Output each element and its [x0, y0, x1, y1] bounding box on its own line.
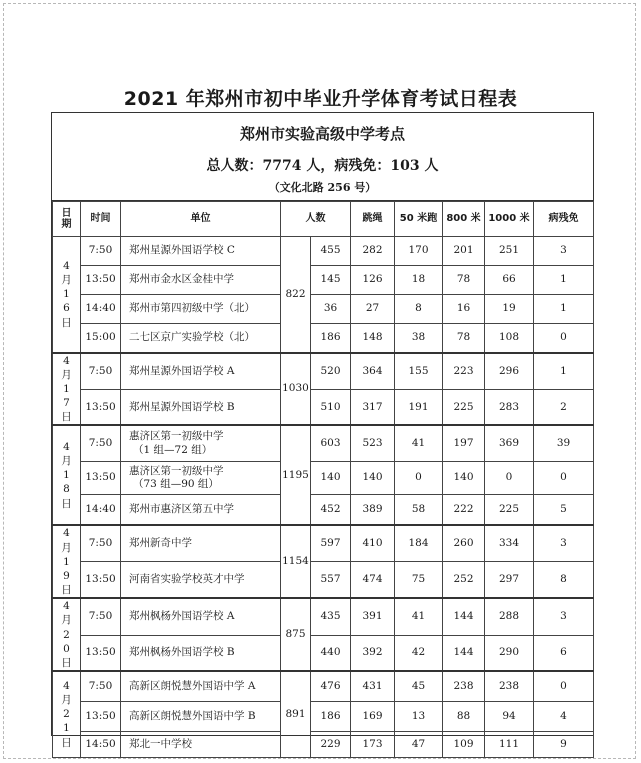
day-date-text: 4月21日: [61, 679, 72, 749]
row-unit-name: 惠济区第一初级中学: [129, 464, 224, 477]
row-count: 510: [311, 389, 351, 425]
row-time: 7:50: [81, 598, 121, 635]
row-time: 7:50: [81, 425, 121, 461]
row-unit: [121, 237, 281, 266]
header-date: [53, 202, 81, 237]
row-exempt: 39: [534, 425, 594, 461]
row-run800: 223: [443, 353, 485, 390]
row-unit: [121, 701, 281, 731]
row-unit-name: 二七区京广实验学校（北）: [129, 331, 255, 344]
day-date: [53, 425, 81, 525]
row-unit: [121, 295, 281, 324]
header-count: 人数: [281, 202, 351, 237]
row-count: 229: [311, 731, 351, 757]
day-total: 822: [281, 237, 311, 353]
venue-name: 郑州市实验高级中学考点: [239, 125, 405, 143]
row-run800: 225: [443, 389, 485, 425]
table-row: [53, 266, 594, 295]
row-run800: 144: [443, 635, 485, 671]
header-unit: 单位: [121, 202, 281, 237]
day-total: 1195: [281, 425, 311, 525]
table-row: [53, 461, 594, 494]
row-run800: 109: [443, 731, 485, 757]
day-date-text: 4月17日: [61, 354, 72, 424]
schedule-body: [53, 237, 594, 758]
row-unit-name: 郑州星源外国语学校 B: [129, 400, 235, 413]
row-jump: 474: [351, 562, 395, 598]
row-exempt: 0: [534, 461, 594, 494]
venue-total: 总人数：7774 人，病残免：103 人: [206, 158, 439, 174]
row-time: 13:50: [81, 562, 121, 598]
row-run1000: 94: [485, 701, 534, 731]
row-run1000: 225: [485, 494, 534, 525]
row-count: 140: [311, 461, 351, 494]
row-jump: 317: [351, 389, 395, 425]
row-run50: 75: [395, 562, 443, 598]
row-run800: 88: [443, 701, 485, 731]
row-exempt: 8: [534, 562, 594, 598]
row-run800: 144: [443, 598, 485, 635]
table-row: [53, 525, 594, 561]
table-row: [53, 562, 594, 598]
row-unit-groups: （1 组—72 组）: [133, 443, 213, 456]
row-run50: 155: [395, 353, 443, 390]
row-run800: 197: [443, 425, 485, 461]
row-time: 13:50: [81, 635, 121, 671]
row-run50: 18: [395, 266, 443, 295]
row-count: 36: [311, 295, 351, 324]
row-count: 557: [311, 562, 351, 598]
header-run800: 800 米: [443, 202, 485, 237]
row-unit-name: 郑北一中学校: [129, 737, 192, 750]
row-time: 14:50: [81, 731, 121, 757]
row-exempt: 1: [534, 266, 594, 295]
row-count: 603: [311, 425, 351, 461]
row-run50: 41: [395, 598, 443, 635]
row-exempt: 1: [534, 353, 594, 390]
row-count: 435: [311, 598, 351, 635]
row-unit: [121, 671, 281, 701]
table-row: [53, 237, 594, 266]
row-time: 15:00: [81, 324, 121, 353]
row-unit-name: 郑州星源外国语学校 A: [129, 364, 235, 377]
day-total: 875: [281, 598, 311, 671]
row-run800: 252: [443, 562, 485, 598]
row-unit: [121, 731, 281, 757]
row-count: 476: [311, 671, 351, 701]
row-jump: 282: [351, 237, 395, 266]
header-jump: 跳绳: [351, 202, 395, 237]
table-row: [53, 295, 594, 324]
row-jump: 364: [351, 353, 395, 390]
row-run800: 201: [443, 237, 485, 266]
table-row: [53, 353, 594, 390]
day-date: [53, 237, 81, 353]
row-run1000: 297: [485, 562, 534, 598]
day-date: [53, 353, 81, 426]
header-row: [53, 202, 594, 237]
row-time: 14:40: [81, 494, 121, 525]
table-row: [53, 701, 594, 731]
row-exempt: 6: [534, 635, 594, 671]
table-row: [53, 671, 594, 701]
day-total: 1154: [281, 525, 311, 598]
row-exempt: 0: [534, 324, 594, 353]
table-row: [53, 389, 594, 425]
day-date-text: 4月20日: [61, 600, 72, 669]
row-count: 520: [311, 353, 351, 390]
row-run1000: 251: [485, 237, 534, 266]
row-run800: 238: [443, 671, 485, 701]
row-run50: 47: [395, 731, 443, 757]
row-run800: 260: [443, 525, 485, 561]
row-time: 7:50: [81, 525, 121, 561]
row-run1000: 369: [485, 425, 534, 461]
row-run1000: 296: [485, 353, 534, 390]
row-jump: 391: [351, 598, 395, 635]
row-time: 7:50: [81, 237, 121, 266]
row-exempt: 3: [534, 525, 594, 561]
row-unit: [121, 598, 281, 635]
row-time: 7:50: [81, 671, 121, 701]
row-exempt: 1: [534, 295, 594, 324]
page-title: 2021 年郑州市初中毕业升学体育考试日程表: [123, 88, 518, 110]
venue-address: （文化北路 256 号）: [268, 181, 377, 194]
row-jump: 148: [351, 324, 395, 353]
row-run1000: 290: [485, 635, 534, 671]
row-run1000: 288: [485, 598, 534, 635]
row-run1000: 334: [485, 525, 534, 561]
table-row: [53, 494, 594, 525]
row-exempt: 9: [534, 731, 594, 757]
row-jump: 140: [351, 461, 395, 494]
row-unit: [121, 562, 281, 598]
row-run50: 42: [395, 635, 443, 671]
row-jump: 392: [351, 635, 395, 671]
row-run800: 78: [443, 324, 485, 353]
row-run800: 16: [443, 295, 485, 324]
table-row: [53, 598, 594, 635]
day-date-text: 4月19日: [61, 527, 72, 597]
row-unit: [121, 266, 281, 295]
row-run50: 184: [395, 525, 443, 561]
table-row: [53, 731, 594, 757]
header-exempt: 病残免: [534, 202, 594, 237]
row-run50: 8: [395, 295, 443, 324]
day-total: 1030: [281, 353, 311, 426]
row-exempt: 2: [534, 389, 594, 425]
row-unit-name: 郑州枫杨外国语学校 A: [129, 610, 235, 623]
row-jump: 431: [351, 671, 395, 701]
row-exempt: 0: [534, 671, 594, 701]
row-run50: 38: [395, 324, 443, 353]
table-row: [53, 324, 594, 353]
day-date: [53, 525, 81, 598]
header-run50: 50 米跑: [395, 202, 443, 237]
table-row: [53, 425, 594, 461]
row-unit: [121, 635, 281, 671]
row-time: 13:50: [81, 461, 121, 494]
row-jump: 410: [351, 525, 395, 561]
row-jump: 126: [351, 266, 395, 295]
row-unit-name: 惠济区第一初级中学: [129, 430, 224, 443]
row-exempt: 5: [534, 494, 594, 525]
row-run50: 191: [395, 389, 443, 425]
row-run50: 41: [395, 425, 443, 461]
row-exempt: 3: [534, 237, 594, 266]
row-unit-name: 郑州新奇中学: [129, 537, 192, 550]
row-run800: 78: [443, 266, 485, 295]
row-unit-name: 郑州市惠济区第五中学: [129, 503, 234, 516]
row-count: 455: [311, 237, 351, 266]
day-date-text: 4月18日: [61, 440, 72, 510]
row-unit: [121, 494, 281, 525]
day-date: [53, 598, 81, 671]
header-time: 时间: [81, 202, 121, 237]
row-run1000: 283: [485, 389, 534, 425]
row-time: 13:50: [81, 701, 121, 731]
row-unit-name: 河南省实验学校英才中学: [129, 573, 245, 586]
row-run1000: 238: [485, 671, 534, 701]
row-time: 14:40: [81, 295, 121, 324]
row-run1000: 66: [485, 266, 534, 295]
row-run50: 13: [395, 701, 443, 731]
row-run50: 58: [395, 494, 443, 525]
row-run1000: 0: [485, 461, 534, 494]
row-run1000: 108: [485, 324, 534, 353]
row-run50: 45: [395, 671, 443, 701]
row-unit: [121, 461, 281, 494]
row-unit-name: 高新区朗悦慧外国语中学 B: [129, 709, 256, 722]
row-exempt: 4: [534, 701, 594, 731]
row-run1000: 111: [485, 731, 534, 757]
row-time: 13:50: [81, 266, 121, 295]
table-row: [53, 635, 594, 671]
row-unit: [121, 389, 281, 425]
day-total: 891: [281, 671, 311, 757]
row-unit-name: 郑州市第四初级中学（北）: [129, 302, 255, 315]
row-time: 7:50: [81, 353, 121, 390]
row-unit: [121, 525, 281, 561]
row-jump: 389: [351, 494, 395, 525]
row-jump: 27: [351, 295, 395, 324]
row-jump: 173: [351, 731, 395, 757]
row-unit: [121, 324, 281, 353]
row-exempt: 3: [534, 598, 594, 635]
venue-banner: [52, 113, 593, 201]
row-jump: 523: [351, 425, 395, 461]
row-count: 597: [311, 525, 351, 561]
day-date-text: 4月16日: [61, 259, 72, 329]
schedule-sheet: [51, 112, 594, 750]
row-unit-name: 郑州枫杨外国语学校 B: [129, 646, 235, 659]
row-unit-name: 郑州星源外国语学校 C: [129, 244, 235, 257]
header-run1000: 1000 米: [485, 202, 534, 237]
header-date-text: 日期: [61, 208, 72, 230]
row-unit: [121, 353, 281, 390]
day-date: [53, 671, 81, 757]
row-run50: 0: [395, 461, 443, 494]
row-jump: 169: [351, 701, 395, 731]
row-unit-groups: （73 组—90 组）: [133, 477, 219, 490]
row-run50: 170: [395, 237, 443, 266]
row-time: 13:50: [81, 389, 121, 425]
row-count: 186: [311, 701, 351, 731]
row-count: 440: [311, 635, 351, 671]
row-run1000: 19: [485, 295, 534, 324]
row-unit-name: 郑州市金水区金桂中学: [129, 273, 234, 286]
row-run800: 140: [443, 461, 485, 494]
row-unit: [121, 425, 281, 461]
row-count: 186: [311, 324, 351, 353]
row-unit-name: 高新区朗悦慧外国语中学 A: [129, 679, 256, 692]
row-count: 145: [311, 266, 351, 295]
schedule-table: [52, 201, 594, 758]
row-run800: 222: [443, 494, 485, 525]
row-count: 452: [311, 494, 351, 525]
